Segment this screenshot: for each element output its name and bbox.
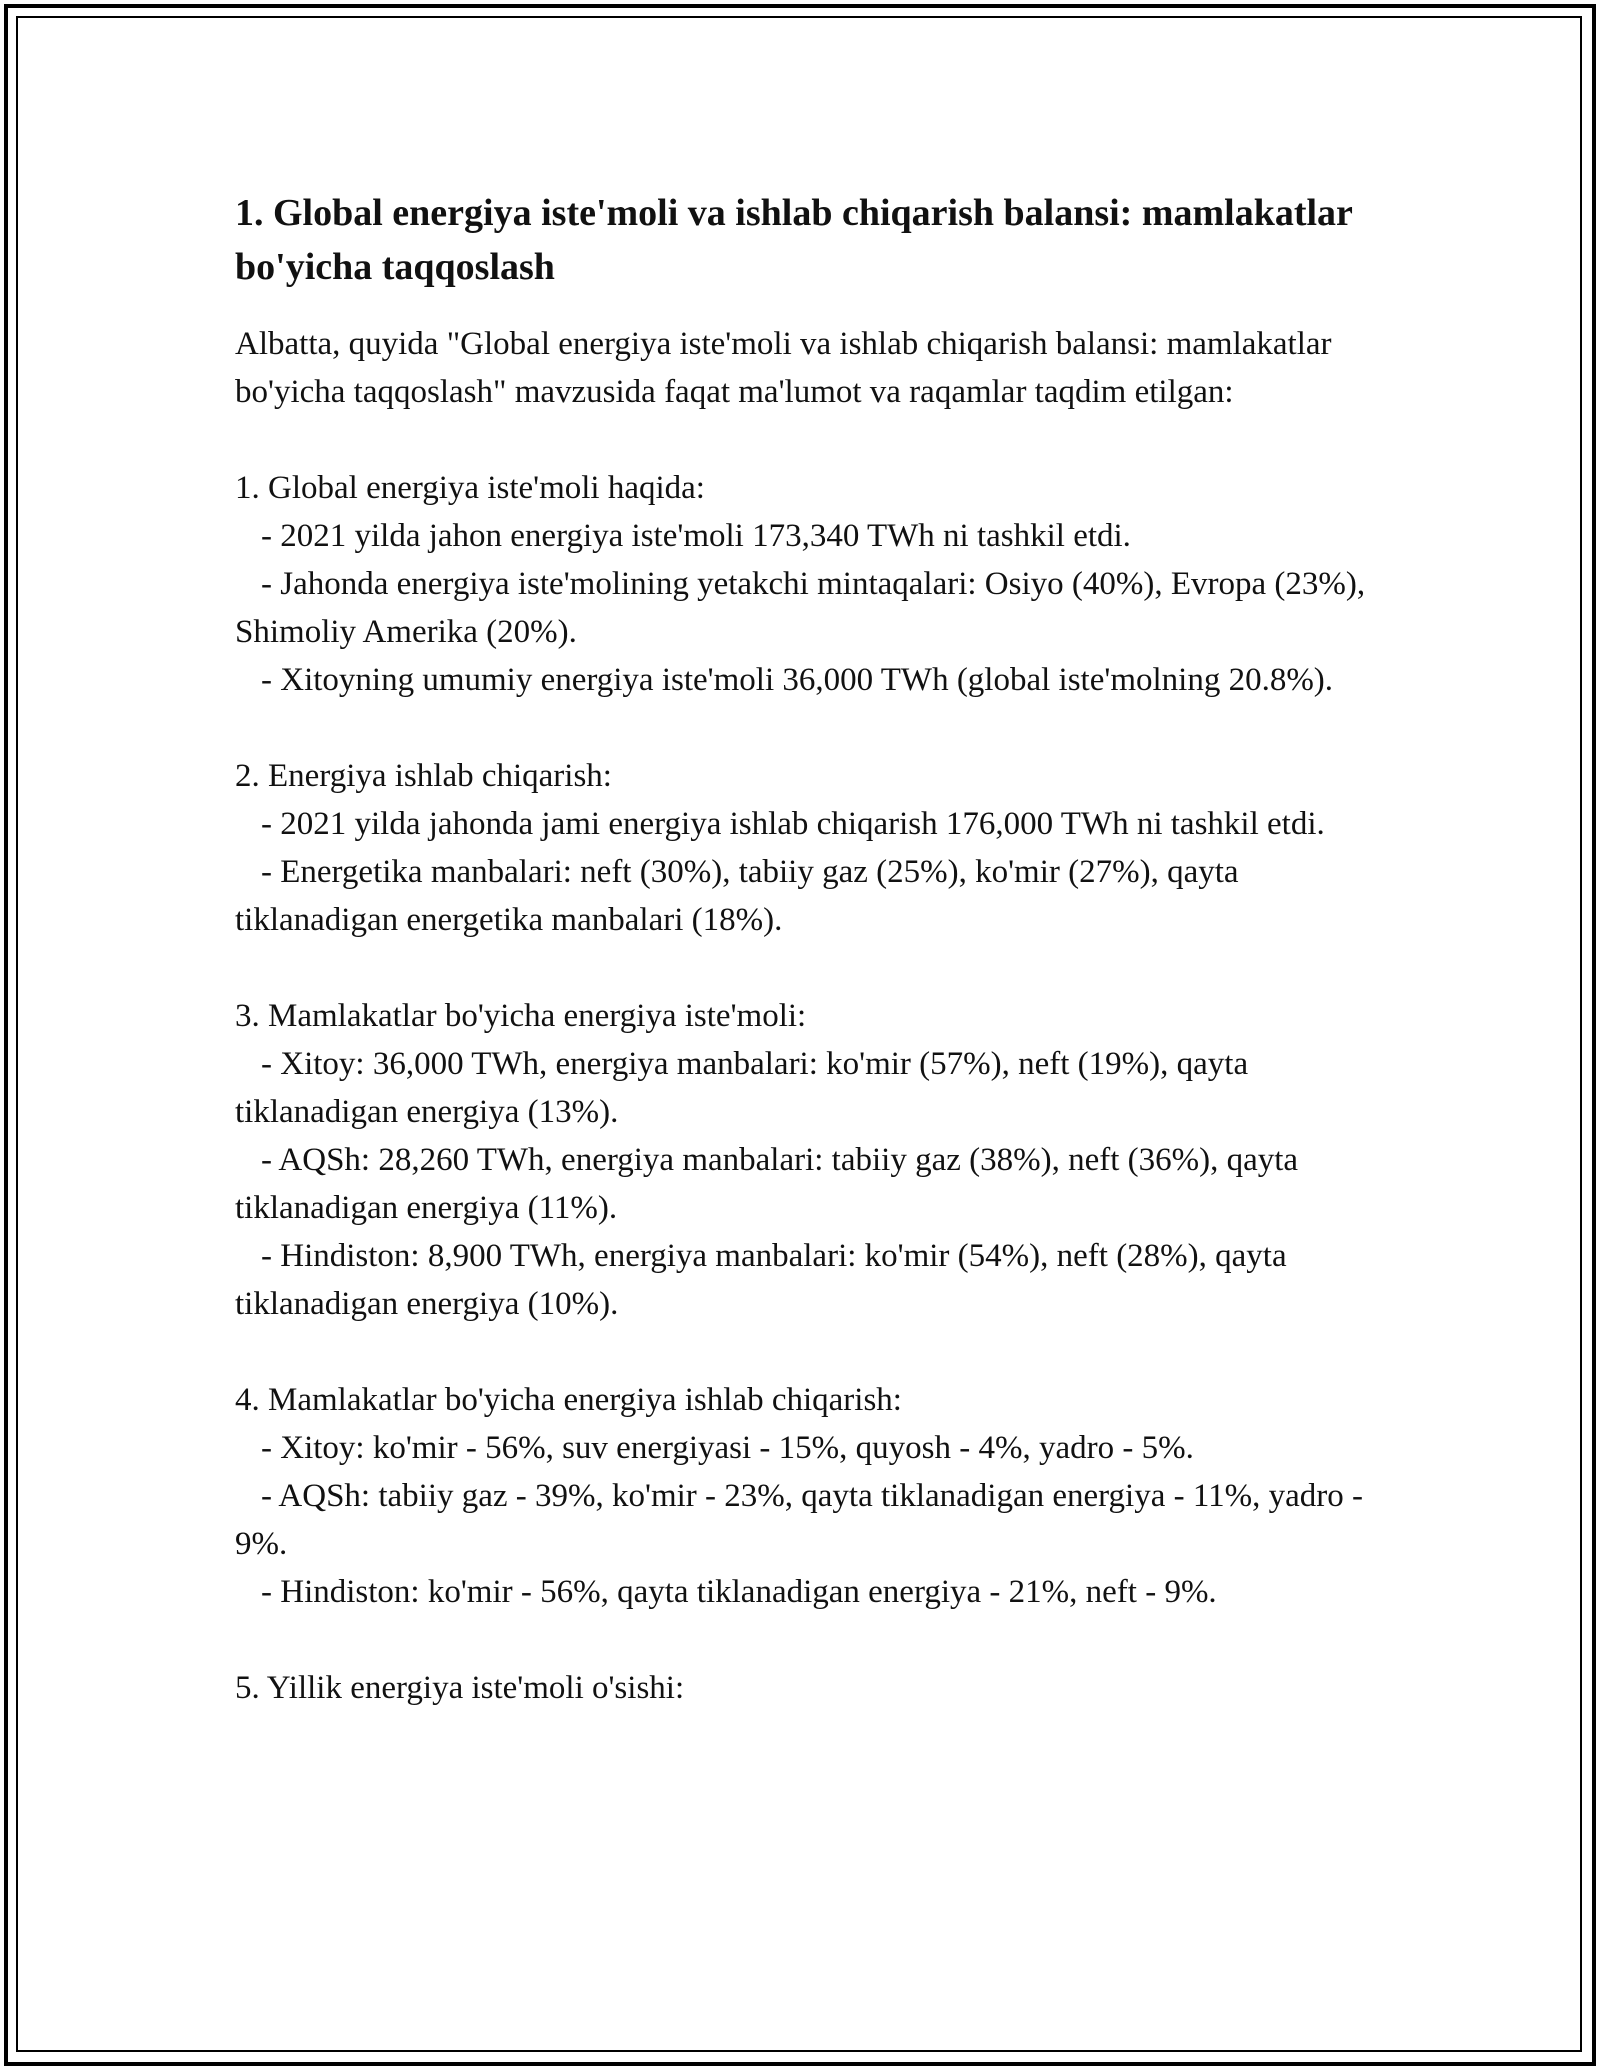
bullet-text: - Xitoyning umumiy energiya iste'moli 36,000 TWh (global iste'molning 20.8%). — [261, 662, 1334, 698]
bullet-item — [235, 848, 1375, 944]
bullet-item — [235, 1040, 1375, 1136]
bullet-text: - Hindiston: 8,900 TWh, energiya manbalari: ko'mir (54%), neft (28%), qayta tiklanadigan energiya (10%). — [235, 1238, 1287, 1322]
document-page — [235, 186, 1375, 1712]
section-heading: 3. Mamlakatlar bo'yicha energiya iste'moli: — [235, 998, 807, 1034]
bullet-text: - AQSh: tabiiy gaz - 39%, ko'mir - 23%, qayta tiklanadigan energiya - 11%, yadro - 9%. — [235, 1478, 1363, 1562]
bullet-text: - AQSh: 28,260 TWh, energiya manbalari: tabiiy gaz (38%), neft (36%), qayta tiklanadigan energiya (11%). — [235, 1142, 1299, 1226]
section-country-consumption — [235, 992, 1375, 1328]
bullet-text: - 2021 yilda jahon energiya iste'moli 173,340 TWh ni tashkil etdi. — [261, 518, 1131, 554]
section-annual-growth — [235, 1664, 1375, 1712]
section-heading: 1. Global energiya iste'moli haqida: — [235, 470, 705, 506]
section-heading: 5. Yillik energiya iste'moli o'sishi: — [235, 1670, 685, 1706]
bullet-item — [235, 1136, 1375, 1232]
bullet-text: - Xitoy: ko'mir - 56%, suv energiyasi - 15%, quyosh - 4%, yadro - 5%. — [261, 1430, 1194, 1466]
bullet-text: - Xitoy: 36,000 TWh, energiya manbalari: ko'mir (57%), neft (19%), qayta tiklanadigan energiya (13%). — [235, 1046, 1249, 1130]
section-country-production — [235, 1376, 1375, 1616]
section-global-consumption — [235, 464, 1375, 704]
section-heading: 4. Mamlakatlar bo'yicha energiya ishlab chiqarish: — [235, 1382, 902, 1418]
bullet-text: - Jahonda energiya iste'molining yetakchi mintaqalari: Osiyo (40%), Evropa (23%), Shimoliy Amerika (20%). — [235, 566, 1366, 650]
bullet-text: - Hindiston: ko'mir - 56%, qayta tiklanadigan energiya - 21%, neft - 9%. — [261, 1574, 1217, 1610]
bullet-text: - Energetika manbalari: neft (30%), tabiiy gaz (25%), ko'mir (27%), qayta tiklanadigan energetika manbalari (18%). — [235, 854, 1239, 938]
bullet-item — [235, 800, 1375, 848]
bullet-text: - 2021 yilda jahonda jami energiya ishlab chiqarish 176,000 TWh ni tashkil etdi. — [261, 806, 1325, 842]
bullet-item — [235, 656, 1375, 704]
document-title: 1. Global energiya iste'moli va ishlab chiqarish balansi: mamlakatlar bo'yicha taqqoslash — [235, 192, 1353, 288]
bullet-item — [235, 1568, 1375, 1616]
section-energy-production — [235, 752, 1375, 944]
intro-paragraph: Albatta, quyida "Global energiya iste'moli va ishlab chiqarish balansi: mamlakatlar bo'yicha taqqoslash" mavzusida faqat ma'lumot va raqamlar taqdim etilgan: — [235, 326, 1332, 410]
bullet-item — [235, 1424, 1375, 1472]
bullet-item — [235, 512, 1375, 560]
bullet-item — [235, 560, 1375, 656]
bullet-item — [235, 1472, 1375, 1568]
bullet-item — [235, 1232, 1375, 1328]
section-heading: 2. Energiya ishlab chiqarish: — [235, 758, 612, 794]
